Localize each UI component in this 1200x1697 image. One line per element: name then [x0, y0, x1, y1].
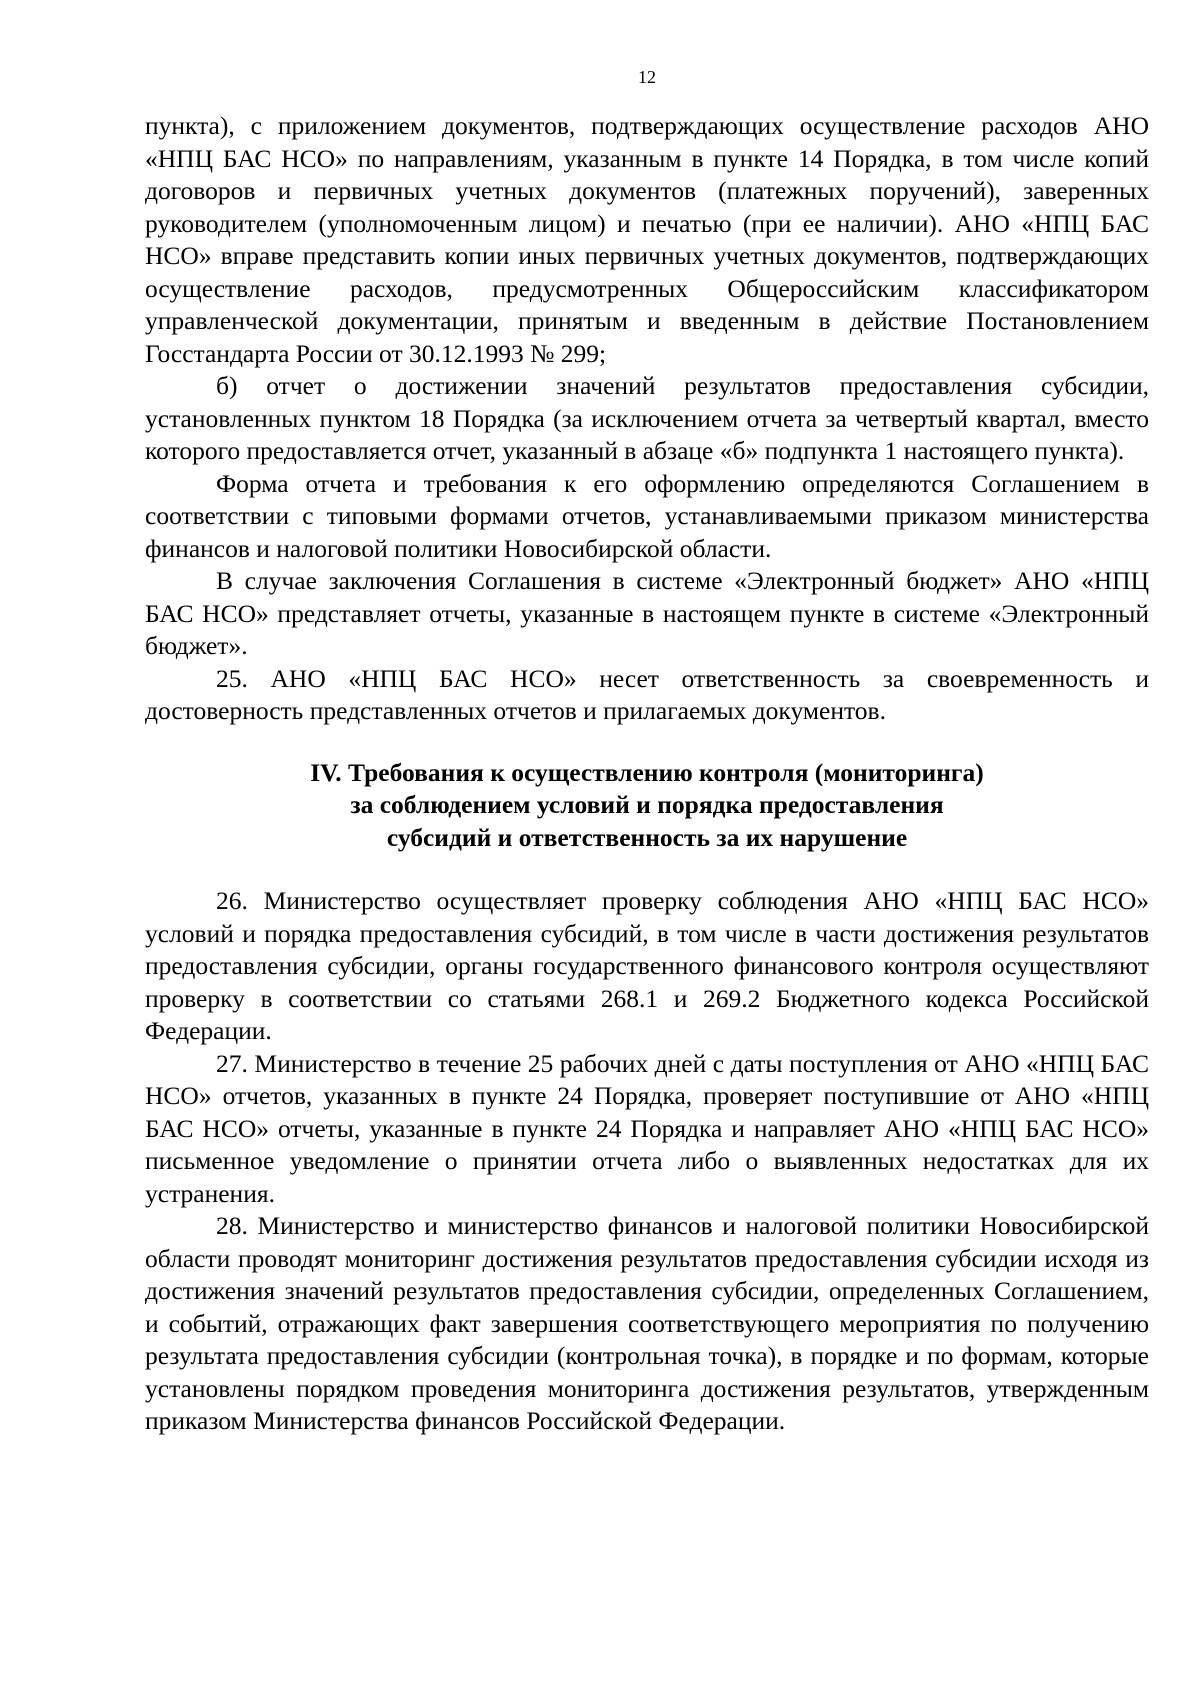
section-heading: [145, 757, 1149, 855]
section-heading-line-2: за соблюдением условий и порядка предоставления: [350, 790, 944, 819]
section-heading-line-3: субсидий и ответственность за их нарушение: [386, 822, 908, 852]
paragraph-item-28: 28. Министерство и министерство финансов и налоговой политики Новосибирской области проводят мониторинг достижения результатов предоставления субсидии исходя из достижения значений результатов предоставления субсидии, определенных Соглашением, и событий, отражающих факт завершения соответствующего мероприятия по получению результата предоставления субсидии (контрольная точка), в порядке и по формам, которые установлены порядком проведения мониторинга достижения результатов, утвержденным приказом Министерства финансов Российской Федерации.: [145, 1211, 1149, 1435]
page-number: 12: [638, 67, 656, 87]
paragraph-electronic-budget: В случае заключения Соглашения в системе «Электронный бюджет» АНО «НПЦ БАС НСО» представляет отчеты, указанные в настоящем пункте в системе «Электронный бюджет».: [145, 566, 1149, 660]
paragraph-item-25: 25. АНО «НПЦ БАС НСО» несет ответственность за своевременность и достоверность представленных отчетов и прилагаемых документов.: [145, 663, 1149, 725]
paragraph-continuation: пункта), с приложением документов, подтверждающих осуществление расходов АНО «НПЦ БАС НСО» по направлениям, указанным в пункте 14 Порядка, в том числе копий договоров и первичных учетных документов (платежных поручений), заверенных руководителем (уполномоченным лицом) и печатью (при ее наличии). АНО «НПЦ БАС НСО» вправе представить копии иных первичных учетных документов, подтверждающих осуществление расходов, предусмотренных Общероссийским классификатором управленческой документации, принятым и введенным в действие Постановлением Госстандарта России от 30.12.1993 № 299;: [145, 111, 1149, 368]
paragraph-item-b: б) отчет о достижении значений результатов предоставления субсидии, установленных пунктом 18 Порядка (за исключением отчета за четвертый квартал, вместо которого предоставляется отчет, указанный в абзаце «б» подпункта 1 настоящего пункта).: [145, 371, 1149, 465]
paragraph-item-27: 27. Министерство в течение 25 рабочих дней с даты поступления от АНО «НПЦ БАС НСО» отчетов, указанных в пункте 24 Порядка, проверяет поступившие от АНО «НПЦ БАС НСО» отчеты, указанные в пункте 24 Порядка и направляет АНО «НПЦ БАС НСО» письменное уведомление о принятии отчета либо о выявленных недостатках для их устранения.: [145, 1048, 1149, 1208]
section-heading-line-1: IV. Требования к осуществлению контроля (мониторинга): [310, 757, 984, 787]
paragraph-report-form: Форма отчета и требования к его оформлению определяются Соглашением в соответствии с типовыми формами отчетов, устанавливаемыми приказом министерства финансов и налоговой политики Новосибирской области.: [145, 468, 1149, 563]
paragraph-item-26: 26. Министерство осуществляет проверку соблюдения АНО «НПЦ БАС НСО» условий и порядка предоставления субсидий, в том числе в части достижения результатов предоставления субсидии, органы государственного финансового контроля осуществляют проверку в соответствии со статьями 268.1 и 269.2 Бюджетного кодекса Российской Федерации.: [145, 886, 1149, 1045]
